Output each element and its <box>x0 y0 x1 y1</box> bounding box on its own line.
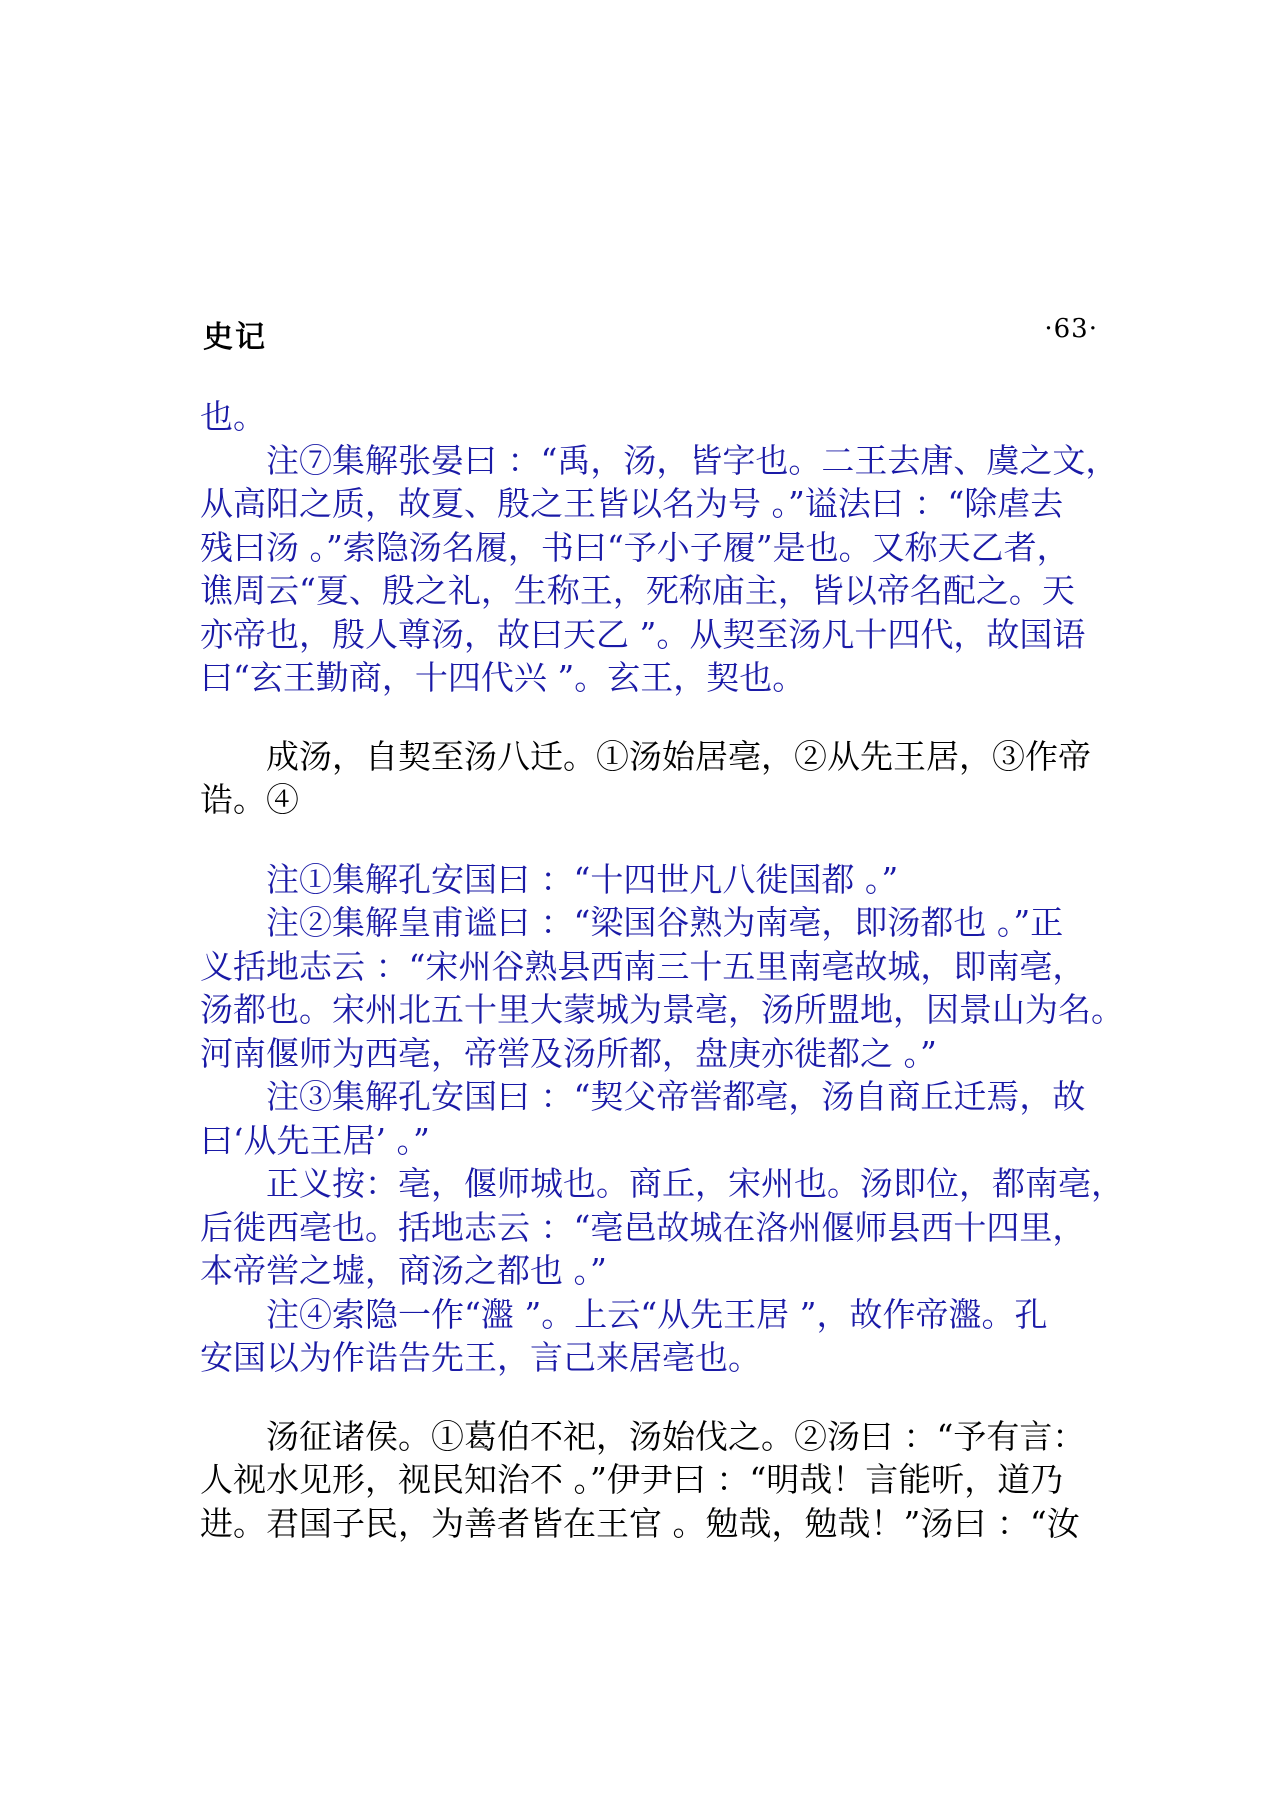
note-block <box>200 395 1130 439</box>
paragraph-gap <box>200 822 1130 858</box>
paragraph-gap <box>200 1380 1130 1415</box>
text-line: 注①集解孔安国曰 ：“十四世凡八徙国都 。” <box>266 859 899 899</box>
text-line: 注⑦集解张晏曰 ：“禹，汤，皆字也。二王去唐、虞之文， <box>266 440 1119 480</box>
note-block <box>200 439 1130 700</box>
page-number: ·63· <box>1044 314 1098 344</box>
text-line: 安国以为作诰告先王，言己来居亳也。 <box>200 1338 761 1377</box>
text-line: 人视水见形，视民知治不 。”伊尹曰 ：“明哉！言能听，道乃 <box>200 1460 1064 1499</box>
text-line: 成汤，自契至汤八迁。①汤始居亳，②从先王居，③作帝 <box>266 736 1091 776</box>
text-line: 曰‘从先王居’ 。” <box>200 1120 430 1160</box>
text-line: 谯周云“夏、殷之礼，生称王，死称庙主，皆以帝名配之。天 <box>200 571 1075 610</box>
page-content <box>200 395 1130 1545</box>
text-line: 正义按：亳，偃师城也。商丘，宋州也。汤即位，都南亳， <box>266 1164 1124 1203</box>
text-line: 后徙西亳也。括地志云 ：“亳邑故城在洛州偃师县西十四里， <box>200 1207 1086 1247</box>
paragraph-gap <box>200 700 1130 735</box>
text-line: 汤征诸侯。①葛伯不祀，汤始伐之。②汤曰 ：“予有言： <box>266 1416 1086 1456</box>
main-text-block <box>200 1415 1130 1546</box>
page-header <box>203 312 1098 356</box>
text-line: 诰。④ <box>200 780 299 819</box>
text-line: 义括地志云 ：“宋州谷熟县西南三十五里南亳故城，即南亳， <box>200 946 1086 986</box>
text-line: 曰“玄王勤商，十四代兴 ”。玄王，契也。 <box>200 658 806 697</box>
main-text-block <box>200 735 1130 822</box>
text-line: 注③集解孔安国曰 ：“契父帝喾都亳，汤自商丘迁焉，故 <box>266 1077 1086 1116</box>
text-line: 本帝喾之墟，商汤之都也 。” <box>200 1251 607 1290</box>
text-line: 进。君国子民，为善者皆在王官 。勉哉，勉哉！”汤曰 ：“汝 <box>200 1503 1080 1543</box>
book-title: 史记 <box>203 320 267 355</box>
text-line: 亦帝也，殷人尊汤，故曰天乙 ”。从契至汤凡十四代，故国语 <box>200 614 1086 654</box>
text-line: 注④索隐一作“瀊 ”。上云“从先王居 ”，故作帝瀊。孔 <box>266 1294 1048 1334</box>
text-line: 也。 <box>200 397 266 436</box>
text-line: 从高阳之质，故夏、殷之王皆以名为号 。”谥法曰 ：“除虐去 <box>200 484 1064 523</box>
text-line: 注②集解皇甫谧曰 ：“梁国谷熟为南亳，即汤都也 。”正 <box>266 903 1064 942</box>
text-line: 汤都也。宋州北五十里大蒙城为景亳，汤所盟地，因景山为名。 <box>200 990 1124 1029</box>
text-line: 河南偃师为西亳，帝喾及汤所都，盘庚亦徙都之 。” <box>200 1033 937 1073</box>
note-block <box>200 858 1130 1380</box>
text-line: 残曰汤 。”索隐汤名履，书曰“予小子履”是也。又称天乙者， <box>200 527 1070 567</box>
